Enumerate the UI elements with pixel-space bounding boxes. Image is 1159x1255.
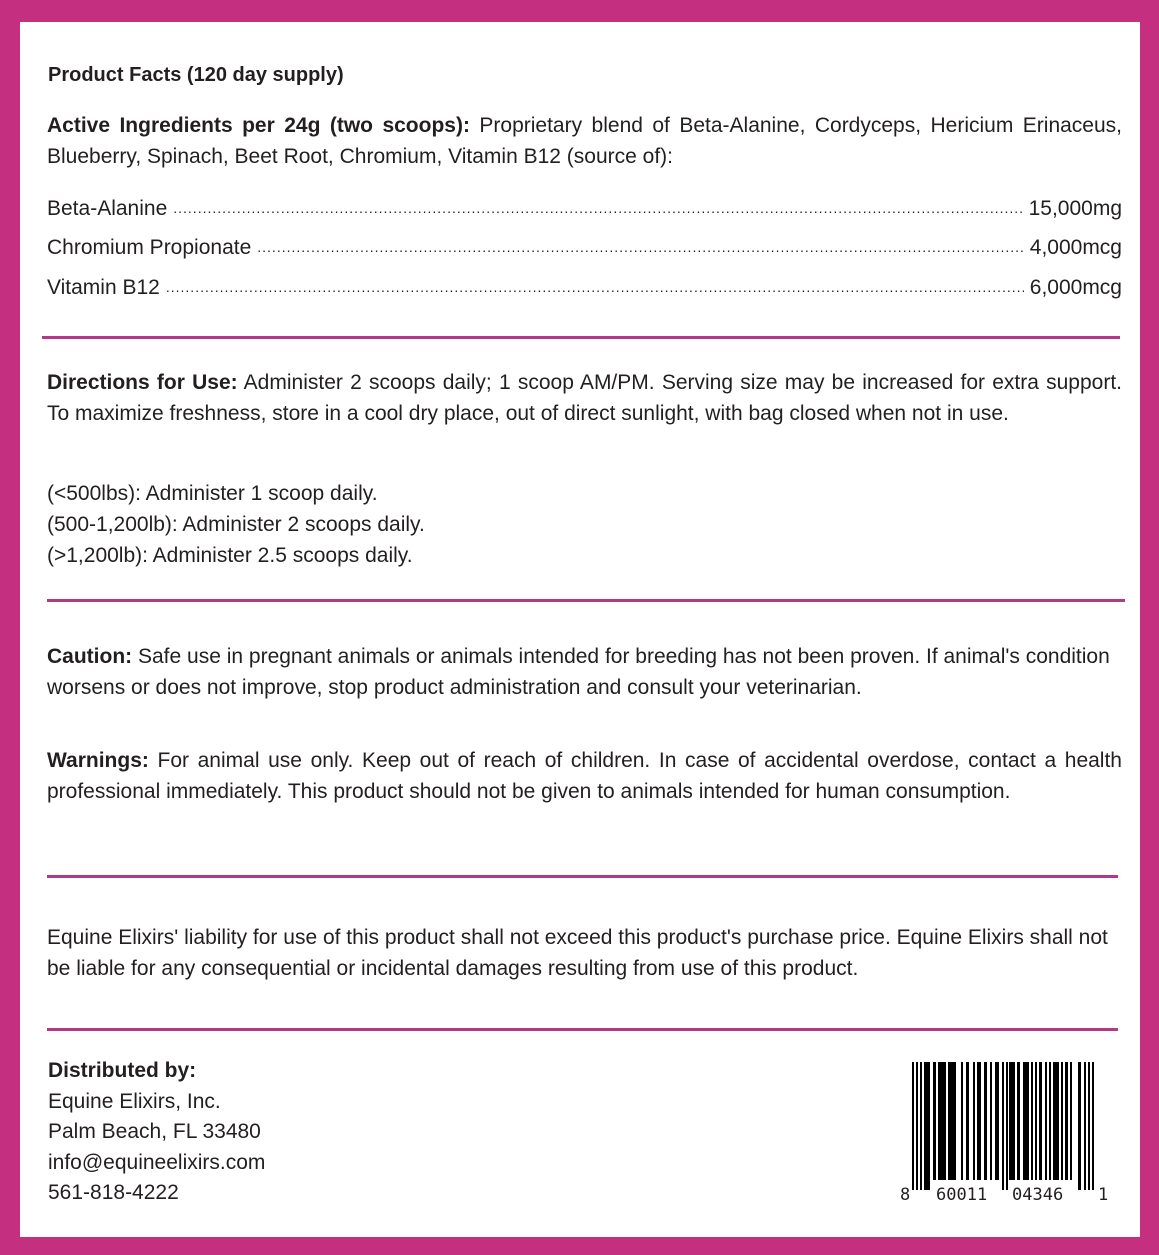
- barcode-digit-check: 1: [1098, 1185, 1109, 1205]
- ingredient-row: [47, 194, 1122, 224]
- distributor-address: Palm Beach, FL 33480: [48, 1120, 261, 1143]
- dosing-item: (<500lbs): Administer 1 scoop daily.: [47, 482, 378, 505]
- active-ingredients-label: Active Ingredients per 24g (two scoops):: [47, 114, 470, 137]
- active-ingredients-text: Proprietary blend of Beta-Alanine, Cordyceps, Hericium Erinaceus, Blueberry, Spinach, Beet Root, Chromium, Vitamin B12 (source of):: [47, 114, 1123, 168]
- directions-text: Administer 2 scoops daily; 1 scoop AM/PM. Serving size may be increased for extra support. To maximize freshness, store in a cool dry place, out of direct sunlight, with bag closed when not in use.: [47, 371, 1122, 425]
- ingredient-name: Vitamin B12: [47, 276, 160, 299]
- ingredient-amount: 6,000mcg: [1029, 276, 1122, 299]
- active-ingredients-paragraph: [47, 110, 1122, 172]
- ingredient-row: [47, 273, 1122, 303]
- warnings-text: For animal use only. Keep out of reach of children. In case of accidental overdose, contact a health professional immediately. This product should not be given to animals intended for human consumption.: [47, 749, 1122, 803]
- ingredient-name: Chromium Propionate: [47, 236, 252, 259]
- section-divider: [47, 599, 1125, 602]
- ingredient-amount: 4,000mcg: [1029, 236, 1122, 259]
- liability-paragraph: Equine Elixirs' liability for use of this product shall not exceed this product's purchase price. Equine Elixirs shall not be liable for any consequential or incidental damages resulting from use of this product.: [47, 926, 1108, 980]
- dot-leader: [166, 272, 1024, 302]
- ingredient-amount: 15,000mg: [1028, 197, 1122, 220]
- distributor-phone: 561-818-4222: [48, 1181, 179, 1204]
- dosing-item: (>1,200lb): Administer 2.5 scoops daily.: [47, 544, 413, 567]
- section-divider: [42, 336, 1120, 339]
- dot-leader: [257, 232, 1024, 262]
- barcode-digit-system: 8: [900, 1185, 911, 1205]
- ingredient-row: [47, 233, 1122, 263]
- upc-barcode: [900, 1060, 1110, 1210]
- caution-text: Safe use in pregnant animals or animals intended for breeding has not been proven. If animal's condition worsens or does not improve, stop product administration and consult your veterinarian.: [47, 645, 1110, 699]
- dosing-item: (500-1,200lb): Administer 2 scoops daily.: [47, 513, 425, 536]
- directions-label: Directions for Use:: [47, 371, 238, 394]
- caution-label: Caution:: [47, 645, 133, 668]
- distributor-block: [48, 1056, 265, 1209]
- distributor-company: Equine Elixirs, Inc.: [48, 1089, 221, 1113]
- caution-paragraph: [47, 641, 1122, 703]
- dot-leader: [173, 193, 1022, 223]
- warnings-paragraph: [47, 745, 1122, 807]
- ingredient-name: Beta-Alanine: [47, 197, 168, 220]
- warnings-label: Warnings:: [47, 749, 149, 772]
- section-divider: [47, 1028, 1118, 1031]
- distributor-email: info@equineelixirs.com: [48, 1150, 266, 1174]
- barcode-digits-right: 04346: [1012, 1185, 1064, 1205]
- product-facts-heading: Product Facts (120 day supply): [48, 64, 344, 86]
- barcode-digits-left: 60011: [936, 1185, 988, 1205]
- section-divider: [47, 875, 1118, 878]
- dosing-by-weight-list: [47, 478, 1122, 571]
- distributor-label: Distributed by:: [48, 1059, 197, 1082]
- directions-paragraph: [47, 367, 1122, 429]
- barcode-icon: [900, 1060, 1110, 1190]
- barcode-digits: [900, 1185, 1110, 1209]
